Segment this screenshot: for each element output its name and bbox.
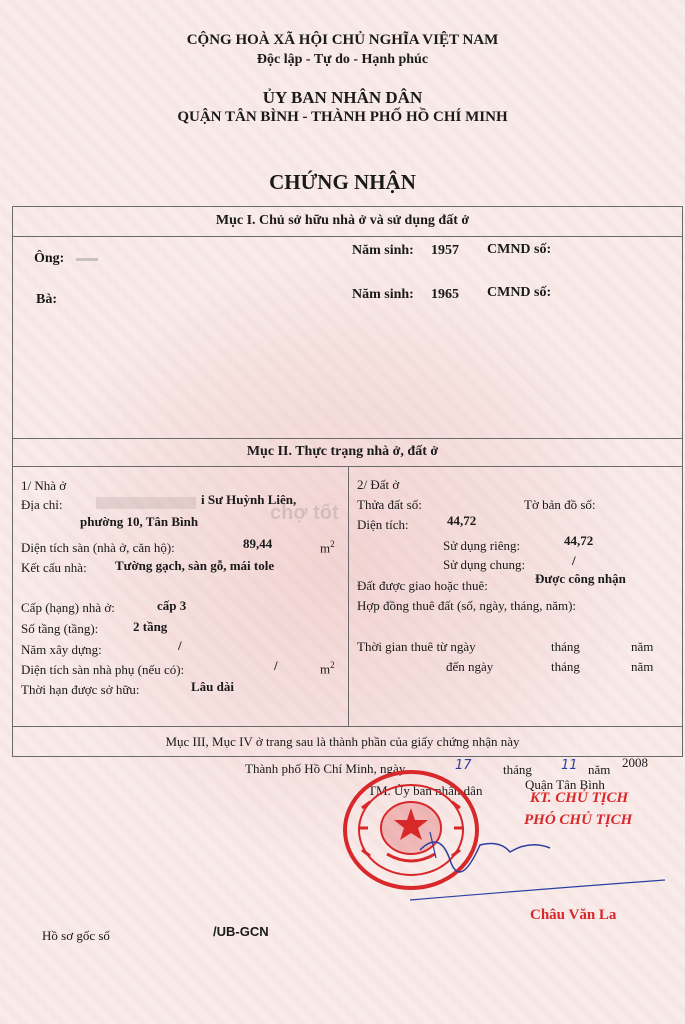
frame-section1-divider [12,236,683,237]
watermark: chợ tốt [270,502,339,524]
signature-icon [410,820,670,910]
owner-male-id-label: CMND số: [487,242,552,257]
house-address-label: Địa chỉ: [21,497,63,512]
date-month: 11 [561,758,578,773]
lease-to-month-label: tháng [551,659,580,674]
frame-bottom [12,756,683,757]
on-behalf-district: Quận Tân Bình [525,777,605,792]
file-label: Hồ sơ gốc số [42,928,110,943]
aux-area-value: / [274,658,278,673]
lease-label: Hợp đồng thuê đất (số, ngày, tháng, năm): [357,598,577,613]
land-area-label: Diện tích: [357,517,409,532]
section2-title: Mục II. Thực trạng nhà ở, đất ở [246,444,439,459]
redacted-address-mark [96,497,196,509]
private-use-value: 44,72 [564,533,594,548]
date-month-label: tháng [503,762,532,777]
owner-male-birth-label: Năm sinh: [352,243,414,258]
floors-label: Số tầng (tầng): [21,621,99,636]
ownership-term-label: Thời hạn được sở hữu: [21,682,140,697]
owner-male-birth: 1957 [431,243,459,258]
frame-left [12,206,13,757]
private-use-label: Sử dụng riêng: [443,538,521,553]
land-heading: 2/ Đất ở [357,477,400,492]
floor-area-unit: $m^2$ [320,539,335,556]
on-behalf-label: TM. Ủy ban nhân dân [368,783,483,798]
frame-section2-bottom [12,726,683,727]
owner-female-birth-label: Năm sinh: [352,287,414,302]
vice-chair-label: PHÓ CHỦ TỊCH [524,812,633,828]
lease-from-month-label: tháng [551,639,580,654]
lease-to-label: đến ngày [446,659,494,674]
lease-from-year-label: năm [631,639,654,654]
district-name: QUẬN TÂN BÌNH - THÀNH PHỐ HỒ CHÍ MINH [177,109,508,125]
date-day: 17 [455,758,472,773]
year-built-label: Năm xây dựng: [21,642,102,657]
land-area-value: 44,72 [447,513,477,528]
lease-to-year-label: năm [631,659,654,674]
frame-right [682,206,683,757]
grade-label: Cấp (hạng) nhà ở: [21,600,115,615]
frame-section2-top [12,438,683,439]
place-date-label: Thành phố Hồ Chí Minh, ngày [245,761,406,776]
floors-value: 2 tầng [133,619,168,634]
house-address-line2: phường 10, Tân Bình [80,514,199,529]
footer-note: Mục III, Mục IV ở trang sau là thành phần của giấy chứng nhận này [165,734,520,749]
ownership-term-value: Lâu dài [191,679,234,694]
owner-female-birth: 1965 [431,287,459,302]
redacted-name-mark [76,258,98,261]
date-year: 2008 [622,755,648,770]
owner-male-label: Ông: [34,251,65,266]
map-sheet-label: Tờ bản đồ số: [524,497,596,512]
structure-value: Tường gạch, sàn gỗ, mái tole [115,558,275,573]
signer-name: Châu Văn La [530,907,617,923]
country-name: CỘNG HOÀ XÃ HỘI CHỦ NGHĨA VIỆT NAM [186,32,499,48]
common-use-label: Sử dụng chung: [443,557,526,572]
house-address-line1: i Sư Huỳnh Liên, [201,492,297,507]
parcel-label: Thửa đất số: [357,497,422,512]
frame-middle [348,466,349,726]
for-chair-label: KT. CHỦ TỊCH [530,790,629,806]
national-motto: Độc lập - Tự do - Hạnh phúc [256,52,429,67]
section1-title: Mục I. Chủ sở hữu nhà ở và sử dụng đất ở [215,213,470,228]
file-suffix: /UB-GCN [213,924,269,939]
allocation-label: Đất được giao hoặc thuê: [357,578,488,593]
house-heading: 1/ Nhà ở [21,478,67,493]
aux-area-label: Diện tích sàn nhà phụ (nếu có): [21,662,185,677]
floor-area-label: Diện tích sàn (nhà ở, căn hộ): [21,540,175,555]
allocation-value: Được công nhận [535,571,626,586]
floor-area-value: 89,44 [243,536,273,551]
lease-from-label: Thời gian thuê từ ngày [357,639,476,654]
frame-top [12,206,683,207]
aux-area-unit: $m^2$ [320,660,335,677]
grade-value: cấp 3 [157,598,187,613]
owner-female-label: Bà: [36,292,57,307]
year-built-value: / [178,638,182,653]
structure-label: Kết cấu nhà: [21,560,87,575]
document-title: CHỨNG NHẬN [269,170,416,194]
owner-female-id-label: CMND số: [487,285,552,300]
date-year-label: năm [588,762,611,777]
common-use-value: / [572,553,576,568]
authority-name: ỦY BAN NHÂN DÂN [262,88,423,107]
